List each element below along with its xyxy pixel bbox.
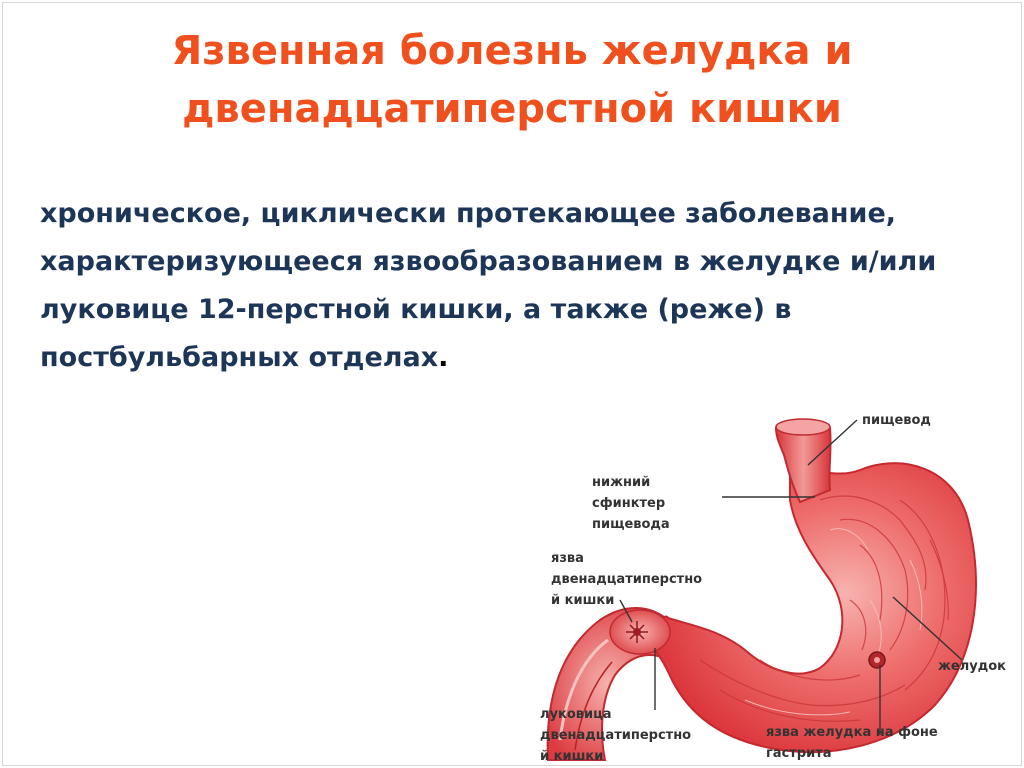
label-lower-sphincter-line-1: нижний [592, 475, 651, 490]
label-duodenal-bulb-line-2: двенадцатиперстно [540, 728, 692, 743]
label-gastric-ulcer [766, 722, 938, 764]
label-duodenal-ulcer [551, 548, 702, 611]
label-duodenal-ulcer-line-2: двенадцатиперстно [551, 572, 703, 587]
label-esophagus: пищевод [862, 413, 931, 428]
label-lower-sphincter-line-2: сфинктер [592, 496, 666, 511]
label-duodenal-bulb-line-1: луковица [540, 707, 612, 722]
label-duodenal-bulb [540, 704, 691, 767]
label-duodenal-bulb-line-3: й кишки [540, 749, 604, 764]
slide-title [0, 22, 1024, 138]
definition-text [40, 190, 1000, 382]
label-gastric-ulcer-line-2: гастрита [766, 746, 832, 761]
label-lower-sphincter-line-3: пищевода [592, 517, 670, 532]
label-stomach: желудок [938, 659, 1007, 674]
label-duodenal-ulcer-line-1: язва [551, 551, 584, 566]
definition-body: хроническое, циклически протекающее заболевание, характеризующееся язвообразованием в желудке и/или луковице 12-перстной кишки, а также (реже) в постбульбарных отделах [40, 198, 937, 373]
definition-period: . [438, 342, 449, 373]
label-gastric-ulcer-line-1: язва желудка на фоне [766, 725, 938, 740]
title-line-1: Язвенная болезнь желудка и [171, 28, 853, 74]
label-lower-sphincter [592, 472, 670, 535]
label-duodenal-ulcer-line-3: й кишки [551, 593, 615, 608]
title-line-2: двенадцатиперстной кишки [182, 86, 842, 132]
